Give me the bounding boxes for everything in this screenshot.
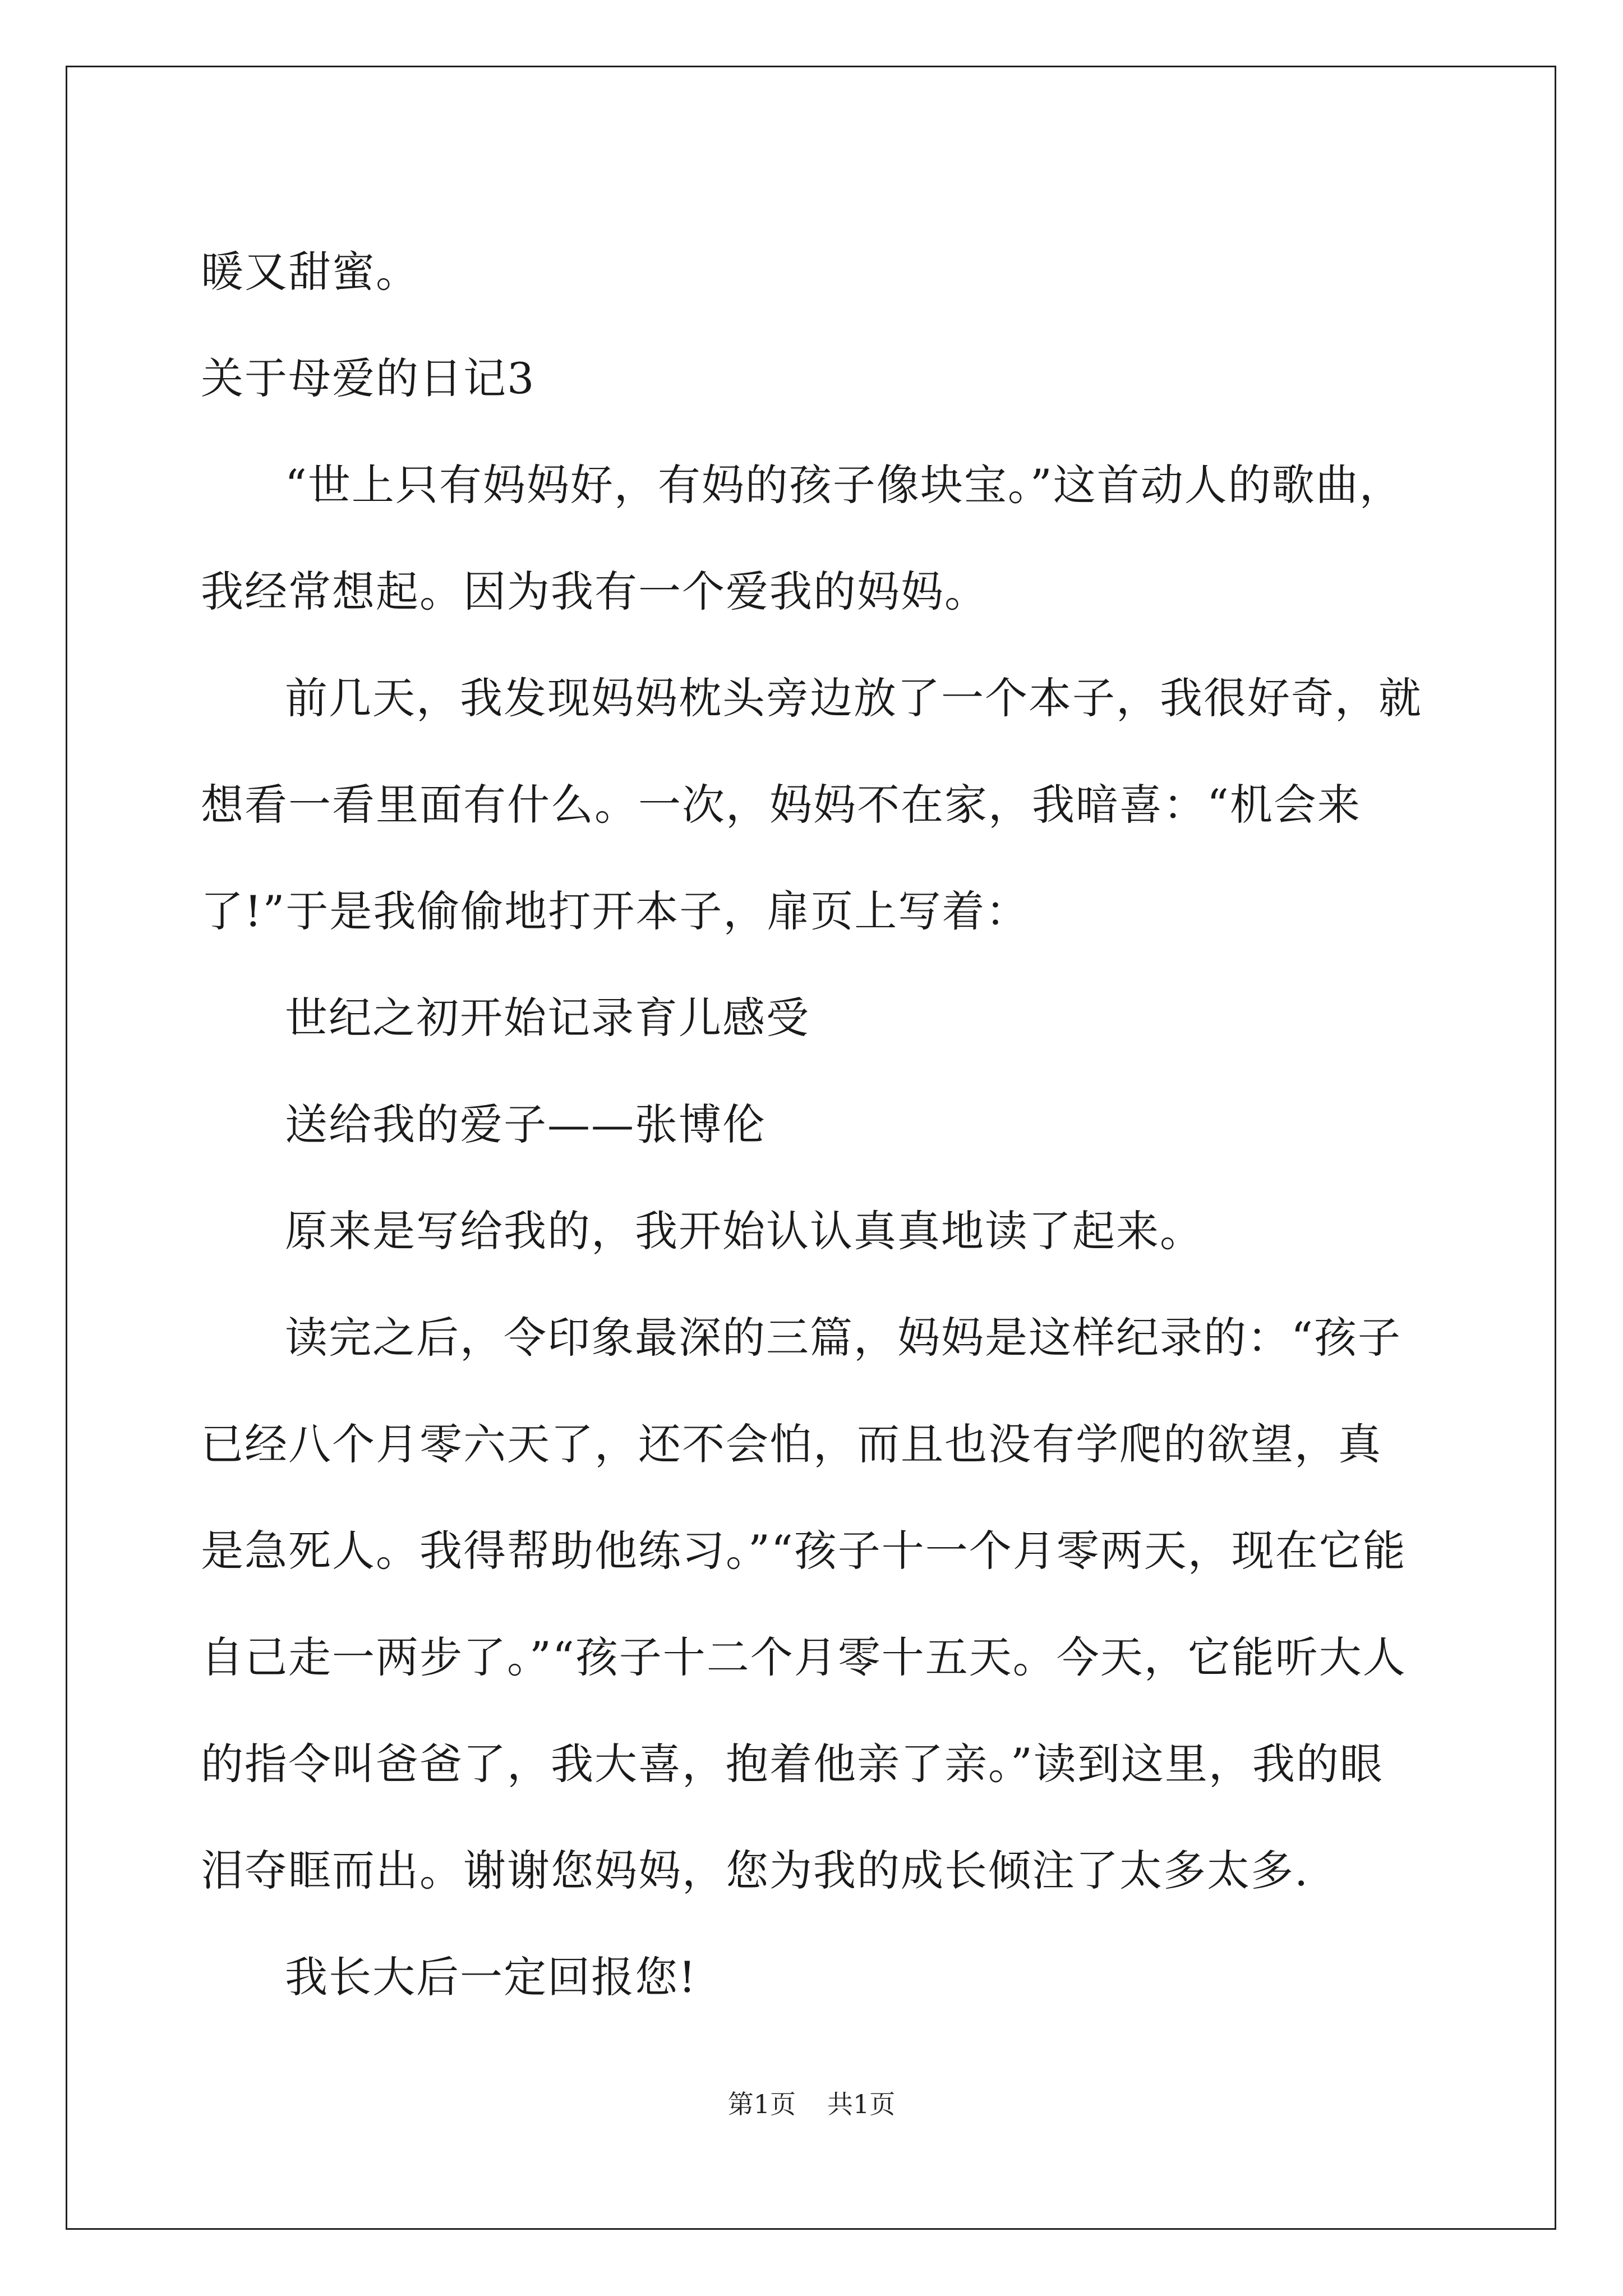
- document-heading: 关于母爱的日记3: [201, 353, 536, 403]
- paragraph-list: [201, 432, 1423, 2031]
- paragraph: 前几天，我发现妈妈枕头旁边放了一个本子，我很好奇，就想看一看里面有什么。一次，妈妈不在家，我暗喜：“机会来了!”于是我偷偷地打开本子，扉页上写着：: [201, 673, 1422, 936]
- paragraph: “世上只有妈妈好，有妈的孩子像块宝。”这首动人的歌曲，我经常想起。因为我有一个爱我的妈妈。: [201, 460, 1403, 616]
- paragraph: 原来是写给我的，我开始认认真真地读了起来。: [285, 1206, 1204, 1256]
- page-number-current: 第1页: [727, 2089, 796, 2119]
- page-footer: [0, 2084, 1623, 2121]
- page-number-total: 共1页: [827, 2089, 896, 2119]
- paragraph: 读完之后，令印象最深的三篇，妈妈是这样纪录的：“孩子已经八个月零六天了，还不会怕，而且也没有学爬的欲望，真是急死人。我得帮助他练习。”“孩子十一个月零两天，现在它能自己走一两步了。”“孩子十二个月零十五天。今天，它能听大人的指令叫爸爸了，我大喜，抱着他亲了亲。”读到这里，我的眼泪夺眶而出。谢谢您妈妈，您为我的成长倾注了太多太多.: [201, 1313, 1407, 1895]
- document-body: [201, 219, 1423, 2031]
- paragraph: 送给我的爱子——张博伦: [285, 1099, 766, 1149]
- continuation-text: 暖又甜蜜。: [201, 247, 419, 297]
- paragraph: 世纪之初开始记录育儿感受: [285, 993, 810, 1043]
- paragraph: 我长大后一定回报您!: [285, 1952, 697, 2002]
